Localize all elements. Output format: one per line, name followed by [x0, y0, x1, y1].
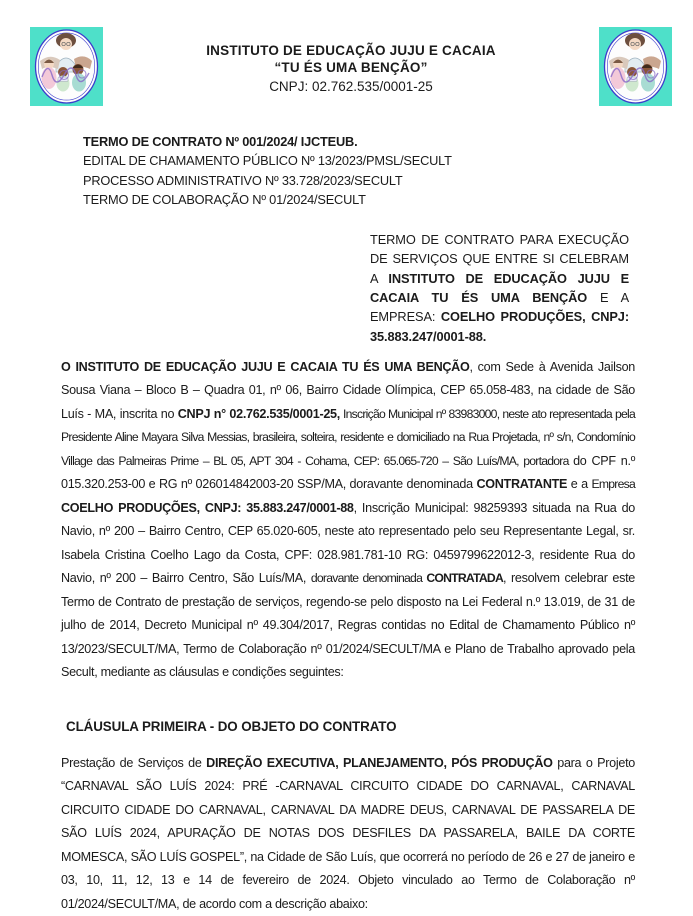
- document-header: [0, 0, 693, 106]
- text-run: , resolvem celebrar este Termo de Contrato de prestação de serviços, regendo-se pelo disposto na Lei Federal n.º 13.019, de 31 de julho de 2014, Decreto Municipal nº 49.304/2017, Regras contidas no Edital de Chamamento Público nº 13/2023/SECULT/MA, Termo de Colaboração nº 01/2024/SECULT/MA e Plano de Trabalho aprovado pela Secult, mediante as cláusulas e condições seguintes:: [61, 571, 635, 680]
- text-run: DIREÇÃO EXECUTIVA, PLANEJAMENTO, PÓS PRODUÇÃO: [206, 755, 553, 770]
- org-motto: “TU ÉS UMA BENÇÃO”: [274, 60, 428, 75]
- text-run: TERMO DE CONTRATO PARA EXECUÇÃO DE SERVIÇOS QUE ENTRE SI CELEBRAM A: [370, 232, 629, 286]
- org-name: INSTITUTO DE EDUCAÇÃO JUJU E CACAIA: [206, 43, 496, 58]
- clause-one-heading: CLÁUSULA PRIMEIRA - DO OBJETO DO CONTRATO: [66, 718, 397, 734]
- text-run: , com Sede à Avenida Jailson Sousa Viana – Bloco B – Quadra 01, nº 06, Bairro Cidade Olímpica, CEP 65.058-483, na cidade de São Luís - MA, inscrita no: [61, 359, 635, 421]
- text-run: COELHO PRODUÇÕES, CNPJ: 35.883.247/0001-88: [61, 500, 354, 515]
- institute-logo-right-icon: [599, 27, 672, 106]
- text-run: Inscrição Municipal nº 83983000, neste ato representada pela Presidente Aline Mayara Silva Messias, brasileira, solteira, residente e domiciliado na Rua Projetada, nº s/n, Condomínio Village das Palmeiras Prime – BL 05, APT 304 - Cohama, CEP: 65.065-720 – São Luís/MA, portadora: [61, 406, 635, 468]
- contract-preamble: [370, 230, 629, 346]
- text-run: CONTRATADA: [426, 571, 504, 586]
- text-run: O INSTITUTO DE EDUCAÇÃO JUJU E CACAIA TU ÉS UMA BENÇÃO: [61, 359, 470, 374]
- text-run: e a: [567, 477, 592, 492]
- text-run: INSTITUTO DE EDUCAÇÃO JUJU E CACAIA TU ÉS UMA BENÇÃO: [370, 270, 630, 306]
- text-run: doravante denominada: [310, 571, 427, 586]
- edital-line: EDITAL DE CHAMAMENTO PÚBLICO Nº 13/2023/PMSL/SECULT: [83, 153, 452, 169]
- institute-logo-left-icon: [30, 27, 103, 106]
- text-run: , Inscrição Municipal: 98259393 situada na Rua do Navio, nº 200 – Bairro Centro, CEP 65.020-605, neste ato representado pelo seu Representante Legal, sr. Isabela Cristina Coelho Lago da Costa, CPF: 028.981.781-10 RG: 0459799622012-3, residente Rua do Navio, nº 200 – Bairro Centro, São Luís/MA,: [61, 500, 635, 586]
- text-run: CONTRATANTE: [476, 477, 568, 492]
- text-run: Empresa: [591, 477, 635, 492]
- text-run: E A EMPRESA:: [370, 290, 630, 325]
- reference-block: [83, 132, 653, 209]
- header-text-block: [103, 27, 599, 95]
- text-run: Prestação de Serviços de: [61, 755, 207, 770]
- text-run: CNPJ n° 02.762.535/0001-25,: [177, 406, 340, 421]
- text-run: para o Projeto “CARNAVAL SÃO LUÍS 2024: PRÉ -CARNAVAL CIRCUITO CIDADE DO CARNAVAL, CARNAVAL CIRCUITO CIDADE DO CARNAVAL, CARNAVAL DA MADRE DEUS, CARNAVAL DE PASSARELA DE SÃO LUÍS 2024, APURAÇÃO DE NOTAS DOS DESFILES DA PASSARELA, BAILE DA CORTE MOMESCA, SÃO LUÍS GOSPEL”, na Cidade de São Luís, que ocorrerá no período de 26 e 27 de janeiro e 03, 10, 11, 12, 13 e 14 de fevereiro de 2024. Objeto vinculado ao Termo de Colaboração nº 01/2024/SECULT/MA, de acordo com a descrição abaixo:: [61, 755, 635, 911]
- processo-line: PROCESSO ADMINISTRATIVO Nº 33.728/2023/SECULT: [83, 172, 403, 188]
- contract-number-line: TERMO DE CONTRATO Nº 001/2024/ IJCTEUB.: [83, 134, 358, 149]
- parties-paragraph: [61, 356, 635, 685]
- org-cnpj: CNPJ: 02.762.535/0001-25: [269, 79, 433, 94]
- text-run: do CPF n.º 015.320.253-00 e RG nº 026014842003-20 SSP/MA, doravante denominada: [61, 453, 635, 492]
- termo-colaboracao-line: TERMO DE COLABORAÇÃO Nº 01/2024/SECULT: [83, 191, 366, 207]
- text-run: COELHO PRODUÇÕES, CNPJ: 35.883.247/0001-88.: [370, 309, 629, 344]
- clause-one-body: [61, 752, 635, 916]
